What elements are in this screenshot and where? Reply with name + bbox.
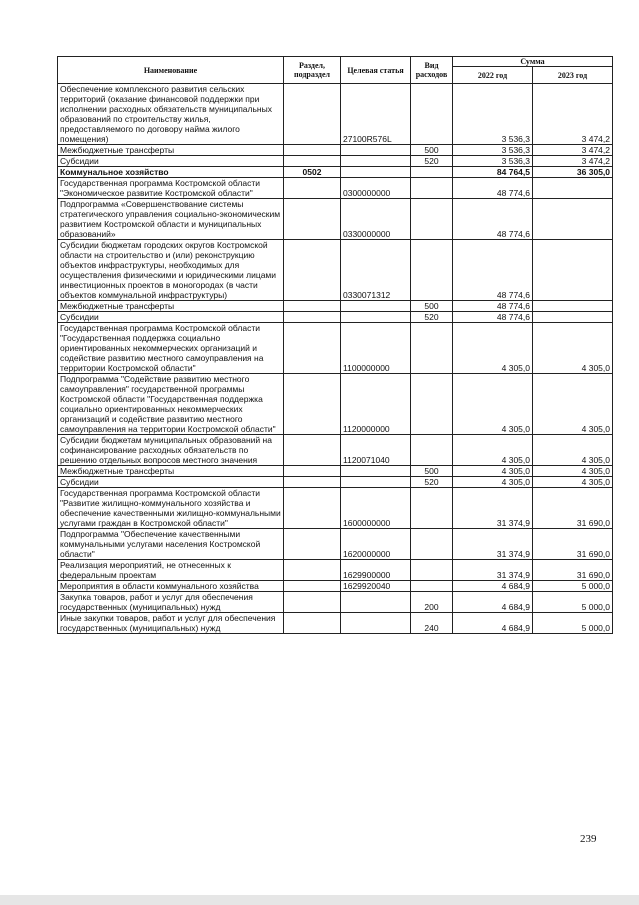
cell-kind [411,178,453,199]
cell-target [341,613,411,634]
table-row [58,466,613,477]
cell-2023: 3 474,2 [533,156,613,167]
cell-kind: 520 [411,156,453,167]
cell-kind: 500 [411,145,453,156]
cell-2022: 4 684,9 [453,592,533,613]
cell-section [284,560,341,581]
cell-2022: 48 774,6 [453,301,533,312]
cell-kind: 520 [411,312,453,323]
cell-2022: 31 374,9 [453,560,533,581]
cell-2023: 5 000,0 [533,592,613,613]
table-row [58,167,613,178]
cell-2023: 3 474,2 [533,84,613,145]
cell-kind [411,581,453,592]
cell-kind: 500 [411,466,453,477]
cell-2023: 4 305,0 [533,466,613,477]
cell-section [284,84,341,145]
cell-name: Государственная программа Костромской области "Государственная поддержка социально ориентированных некоммерческих организаций и содействие развитию местного самоуправления на территории Костромской области" [58,323,284,374]
header-year-2023: 2023 год [533,67,613,84]
cell-name: Субсидии [58,156,284,167]
header-section: Раздел, подраздел [284,57,341,84]
cell-name: Подпрограмма «Совершенствование системы стратегического управления социально-экономическим развитием Костромской области и муниципальных образований» [58,199,284,240]
cell-section: 0502 [284,167,341,178]
cell-2023 [533,301,613,312]
cell-section [284,466,341,477]
cell-section [284,178,341,199]
cell-section [284,145,341,156]
cell-name: Государственная программа Костромской области "Развитие жилищно-коммунального хозяйства и обеспечение качественными жилищно-коммунальными услугами граждан в Костромской области" [58,488,284,529]
cell-name: Иные закупки товаров, работ и услуг для обеспечения государственных (муниципальных) нужд [58,613,284,634]
table-row [58,156,613,167]
cell-target: 1620000000 [341,529,411,560]
cell-2022: 84 764,5 [453,167,533,178]
cell-section [284,477,341,488]
cell-section [284,581,341,592]
scan-edge [0,895,639,905]
cell-kind: 520 [411,477,453,488]
cell-section [284,240,341,301]
cell-name: Межбюджетные трансферты [58,466,284,477]
cell-name: Реализация мероприятий, не отнесенных к федеральным проектам [58,560,284,581]
cell-kind: 500 [411,301,453,312]
table-row [58,560,613,581]
cell-target [341,592,411,613]
cell-section [284,529,341,560]
cell-kind: 200 [411,592,453,613]
cell-2023 [533,199,613,240]
cell-section [284,613,341,634]
table-body [58,84,613,634]
cell-2023: 4 305,0 [533,374,613,435]
cell-2022: 31 374,9 [453,488,533,529]
header-sum: Сумма [453,57,613,67]
cell-target: 27100R576L [341,84,411,145]
table-header [58,57,613,84]
cell-2022: 4 305,0 [453,466,533,477]
cell-section [284,323,341,374]
cell-kind [411,323,453,374]
cell-name: Субсидии бюджетам муниципальных образований на софинансирование расходных обязательств по решению отдельных вопросов местного значения [58,435,284,466]
cell-section [284,435,341,466]
cell-2022: 4 305,0 [453,477,533,488]
table-row [58,323,613,374]
cell-2023: 3 474,2 [533,145,613,156]
cell-kind [411,435,453,466]
cell-section [284,301,341,312]
cell-name: Обеспечение комплексного развития сельских территорий (оказание финансовой поддержки при исполнении расходных обязательств муниципальных образований по строительству жилья, предоставляемого по договору найма жилого помещения) [58,84,284,145]
cell-section [284,199,341,240]
header-name: Наименование [58,57,284,84]
cell-name: Коммунальное хозяйство [58,167,284,178]
table-row [58,301,613,312]
cell-2023: 5 000,0 [533,613,613,634]
table-row [58,199,613,240]
cell-name: Субсидии [58,312,284,323]
cell-target [341,301,411,312]
table-row [58,477,613,488]
budget-table [57,56,613,634]
page-number: 239 [580,833,597,845]
cell-target [341,312,411,323]
table-row [58,374,613,435]
cell-2023: 5 000,0 [533,581,613,592]
cell-kind [411,560,453,581]
cell-kind [411,84,453,145]
table-row [58,613,613,634]
cell-2022: 48 774,6 [453,312,533,323]
cell-2023: 31 690,0 [533,488,613,529]
cell-2023: 31 690,0 [533,560,613,581]
cell-name: Государственная программа Костромской области "Экономическое развитие Костромской области" [58,178,284,199]
cell-target: 1629900000 [341,560,411,581]
table-row [58,529,613,560]
cell-target [341,145,411,156]
header-target: Целевая статья [341,57,411,84]
cell-section [284,312,341,323]
cell-2022: 4 305,0 [453,435,533,466]
cell-2023 [533,240,613,301]
cell-2022: 3 536,3 [453,156,533,167]
cell-target [341,477,411,488]
cell-kind [411,529,453,560]
table-row [58,488,613,529]
cell-kind [411,240,453,301]
cell-2022: 48 774,6 [453,240,533,301]
table-row [58,145,613,156]
cell-2023 [533,312,613,323]
cell-target: 0300000000 [341,178,411,199]
table-row [58,435,613,466]
table-row [58,84,613,145]
cell-2022: 48 774,6 [453,199,533,240]
table-row [58,312,613,323]
cell-section [284,488,341,529]
cell-name: Субсидии бюджетам городских округов Костромской области на строительство и (или) реконструкцию объектов инфраструктуры, необходимых для осуществления физическими и юридическими лицами инвестиционных проектов в моногородах (в части объектов коммунальной инфраструктуры) [58,240,284,301]
cell-2022: 3 536,3 [453,84,533,145]
cell-name: Межбюджетные трансферты [58,145,284,156]
cell-section [284,156,341,167]
cell-2022: 31 374,9 [453,529,533,560]
cell-2023: 4 305,0 [533,323,613,374]
cell-name: Подпрограмма "Содействие развитию местного самоуправления" государственной программы Костромской области "Государственная поддержка социально ориентированных некоммерческих организаций и содействие развитию местного самоуправления на территории Костромской области" [58,374,284,435]
cell-kind [411,488,453,529]
cell-2023: 36 305,0 [533,167,613,178]
cell-target: 0330000000 [341,199,411,240]
cell-name: Мероприятия в области коммунального хозяйства [58,581,284,592]
cell-name: Подпрограмма "Обеспечение качественными коммунальными услугами населения Костромской области" [58,529,284,560]
cell-name: Межбюджетные трансферты [58,301,284,312]
table-row [58,178,613,199]
cell-section [284,374,341,435]
cell-2022: 4 684,9 [453,613,533,634]
table-row [58,592,613,613]
cell-2023: 4 305,0 [533,477,613,488]
cell-name: Субсидии [58,477,284,488]
cell-target: 1100000000 [341,323,411,374]
cell-target: 1120071040 [341,435,411,466]
cell-kind [411,374,453,435]
cell-kind [411,199,453,240]
cell-2022: 4 305,0 [453,374,533,435]
cell-2023: 31 690,0 [533,529,613,560]
cell-2022: 4 684,9 [453,581,533,592]
cell-2022: 4 305,0 [453,323,533,374]
cell-target: 1120000000 [341,374,411,435]
cell-section [284,592,341,613]
cell-target [341,167,411,178]
cell-target: 1629920040 [341,581,411,592]
cell-2023: 4 305,0 [533,435,613,466]
cell-target [341,466,411,477]
table-row [58,240,613,301]
cell-target: 1600000000 [341,488,411,529]
cell-2022: 3 536,3 [453,145,533,156]
header-kind: Вид расходов [411,57,453,84]
cell-kind: 240 [411,613,453,634]
cell-target [341,156,411,167]
header-year-2022: 2022 год [453,67,533,84]
cell-kind [411,167,453,178]
cell-target: 0330071312 [341,240,411,301]
cell-name: Закупка товаров, работ и услуг для обеспечения государственных (муниципальных) нужд [58,592,284,613]
table-row [58,581,613,592]
cell-2023 [533,178,613,199]
cell-2022: 48 774,6 [453,178,533,199]
